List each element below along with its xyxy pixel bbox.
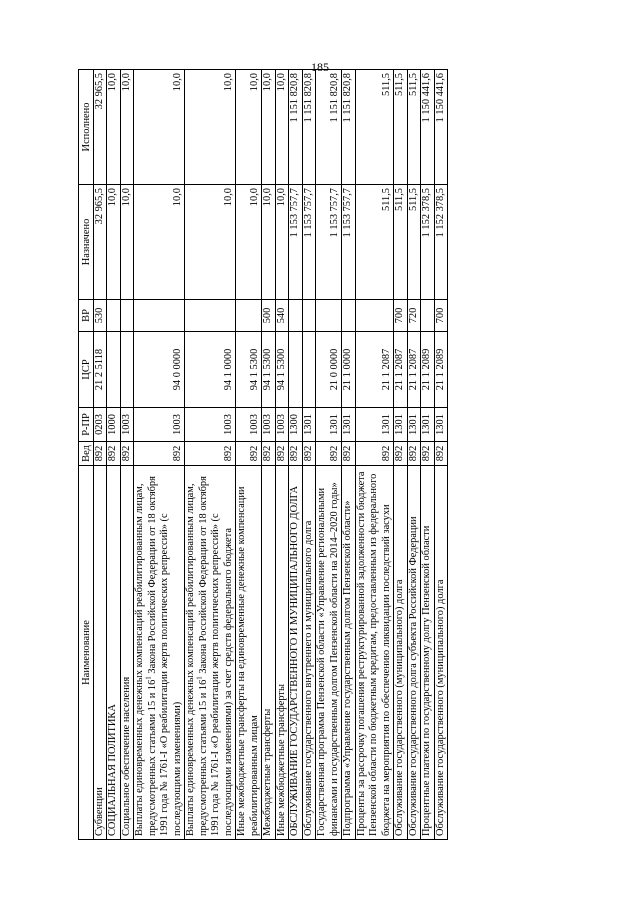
table-row xyxy=(316,70,342,840)
cell-vr xyxy=(355,300,393,332)
table-row xyxy=(134,70,185,840)
cell-rpr: 1300 xyxy=(289,408,302,442)
cell-name: Межбюджетные трансферты xyxy=(262,466,275,840)
cell-ved: 892 xyxy=(342,442,355,466)
cell-name: Выплаты единовременных денежных компенсаций реабилитированным лицам, предусмотренных статьями 15 и $16^1$ Закона Российской Федерации от 18 октября 1991 года № 1761-I «О реабилитации жертв политических репрессий» (с последующими изменениями) xyxy=(134,466,185,840)
cell-csr: 94 1 5300 xyxy=(236,332,262,408)
cell-name: Субвенции xyxy=(94,466,107,840)
header-csr: ЦСР xyxy=(79,332,94,408)
cell-name: Обслуживание государственного долга субъекта Российской Федерации xyxy=(407,466,420,840)
header-vr: ВР xyxy=(79,300,94,332)
cell-done: 511,5 xyxy=(407,70,420,185)
cell-csr: 94 1 5300 xyxy=(275,332,288,408)
cell-vr: 530 xyxy=(94,300,107,332)
cell-vr xyxy=(185,300,236,332)
cell-csr: 94 1 0000 xyxy=(185,332,236,408)
table-row xyxy=(94,70,107,840)
cell-ved: 892 xyxy=(407,442,420,466)
cell-ved: 892 xyxy=(421,442,434,466)
cell-ved: 892 xyxy=(275,442,288,466)
cell-rpr: 1301 xyxy=(407,408,420,442)
cell-done: 1 150 441,6 xyxy=(434,70,447,185)
cell-rpr: 0203 xyxy=(94,408,107,442)
cell-ved: 892 xyxy=(94,442,107,466)
cell-name: Социальное обеспечение населения xyxy=(120,466,133,840)
cell-plan: 511,5 xyxy=(394,185,407,300)
cell-csr xyxy=(107,332,120,408)
cell-rpr: 1003 xyxy=(185,408,236,442)
cell-plan: 10,0 xyxy=(107,185,120,300)
cell-csr xyxy=(289,332,302,408)
cell-done: 10,0 xyxy=(275,70,288,185)
cell-vr: 700 xyxy=(394,300,407,332)
cell-name: Подпрограмма «Управление государственным долгом Пензенской области» xyxy=(342,466,355,840)
cell-vr xyxy=(316,300,342,332)
cell-csr: 21 1 2089 xyxy=(434,332,447,408)
cell-ved: 892 xyxy=(185,442,236,466)
table-row xyxy=(107,70,120,840)
cell-plan: 32 965,5 xyxy=(94,185,107,300)
cell-name: ОБСЛУЖИВАНИЕ ГОСУДАРСТВЕННОГО И МУНИЦИПАЛЬНОГО ДОЛГА xyxy=(289,466,302,840)
cell-done: 10,0 xyxy=(107,70,120,185)
cell-plan: 10,0 xyxy=(120,185,133,300)
cell-rpr: 1003 xyxy=(236,408,262,442)
cell-vr xyxy=(107,300,120,332)
header-ved: Вед xyxy=(79,442,94,466)
cell-done: 1 151 820,8 xyxy=(316,70,342,185)
cell-ved: 892 xyxy=(394,442,407,466)
cell-plan: 1 152 378,5 xyxy=(434,185,447,300)
cell-vr xyxy=(134,300,185,332)
cell-plan: 10,0 xyxy=(275,185,288,300)
cell-csr: 94 1 5300 xyxy=(262,332,275,408)
cell-vr xyxy=(421,300,434,332)
cell-ved: 892 xyxy=(302,442,315,466)
cell-plan: 511,5 xyxy=(407,185,420,300)
table-row xyxy=(407,70,420,840)
cell-done: 511,5 xyxy=(355,70,393,185)
cell-ved: 892 xyxy=(120,442,133,466)
cell-ved: 892 xyxy=(434,442,447,466)
cell-vr: 500 xyxy=(262,300,275,332)
table-row xyxy=(275,70,288,840)
cell-ved: 892 xyxy=(262,442,275,466)
cell-rpr: 1301 xyxy=(434,408,447,442)
cell-vr xyxy=(302,300,315,332)
cell-name: Обслуживание государственного внутреннего и муниципального долга xyxy=(302,466,315,840)
table-row xyxy=(120,70,133,840)
table-row xyxy=(262,70,275,840)
cell-name: Обслуживание государственного (муниципального) долга xyxy=(394,466,407,840)
cell-csr: 21 1 2087 xyxy=(407,332,420,408)
cell-name: Обслуживание государственного (муниципального) долга xyxy=(434,466,447,840)
cell-csr: 21 1 2087 xyxy=(394,332,407,408)
cell-done: 1 151 820,8 xyxy=(302,70,315,185)
cell-ved: 892 xyxy=(355,442,393,466)
cell-csr: 21 2 5118 xyxy=(94,332,107,408)
cell-vr: 720 xyxy=(407,300,420,332)
cell-name: Выплаты единовременных денежных компенсаций реабилитированным лицам, предусмотренных статьями 15 и $16^1$ Закона Российской Федерации от 18 октября 1991 года № 1761-I «О реабилитации жертв политических репрессий» (с последующими изменениями) за счет средств федерального бюджета xyxy=(185,466,236,840)
cell-csr: 21 1 2089 xyxy=(421,332,434,408)
cell-plan: 1 153 757,7 xyxy=(302,185,315,300)
cell-vr xyxy=(342,300,355,332)
cell-rpr: 1301 xyxy=(342,408,355,442)
cell-plan: 10,0 xyxy=(262,185,275,300)
cell-rpr: 1301 xyxy=(394,408,407,442)
cell-rpr: 1003 xyxy=(134,408,185,442)
table-row xyxy=(355,70,393,840)
header-rpr: Р-ПР xyxy=(79,408,94,442)
cell-vr: 700 xyxy=(434,300,447,332)
cell-done: 1 150 441,6 xyxy=(421,70,434,185)
cell-rpr: 1301 xyxy=(302,408,315,442)
cell-rpr: 1003 xyxy=(120,408,133,442)
cell-done: 32 965,5 xyxy=(94,70,107,185)
cell-done: 10,0 xyxy=(134,70,185,185)
table-row xyxy=(289,70,302,840)
table-row xyxy=(421,70,434,840)
cell-ved: 892 xyxy=(107,442,120,466)
cell-name: Государственная программа Пензенской области «Управление региональными финансами и государственным долгом Пензенской области на 2014–2020 годы» xyxy=(316,466,342,840)
cell-plan: 511,5 xyxy=(355,185,393,300)
header-name: Наименование xyxy=(79,466,94,840)
cell-done: 1 151 820,8 xyxy=(289,70,302,185)
cell-plan: 10,0 xyxy=(134,185,185,300)
cell-csr: 21 1 0000 xyxy=(342,332,355,408)
table-row xyxy=(302,70,315,840)
table-row xyxy=(434,70,447,840)
table-row xyxy=(394,70,407,840)
cell-done: 10,0 xyxy=(262,70,275,185)
cell-name: Иные межбюджетные трансферты на единовременные денежные компенсации реабилитированным лицам xyxy=(236,466,262,840)
cell-rpr: 1000 xyxy=(107,408,120,442)
header-plan: Назначено xyxy=(79,185,94,300)
cell-vr: 540 xyxy=(275,300,288,332)
cell-csr: 94 0 0000 xyxy=(134,332,185,408)
cell-name: Иные межбюджетные трансферты xyxy=(275,466,288,840)
cell-ved: 892 xyxy=(316,442,342,466)
header-done: Исполнено xyxy=(79,70,94,185)
cell-rpr: 1301 xyxy=(316,408,342,442)
cell-csr: 21 1 2087 xyxy=(355,332,393,408)
table-header-row xyxy=(79,70,94,840)
cell-rpr: 1301 xyxy=(421,408,434,442)
table-row xyxy=(185,70,236,840)
cell-done: 511,5 xyxy=(394,70,407,185)
cell-name: Проценты за рассрочку погашения реструктурированной задолженности бюджета Пензенской области по бюджетным кредитам, предоставленным из федерального бюджета на мероприятия по обеспечению ликвидации последствий засухи xyxy=(355,466,393,840)
cell-vr xyxy=(289,300,302,332)
cell-done: 1 151 820,8 xyxy=(342,70,355,185)
table-row xyxy=(342,70,355,840)
cell-name: Процентные платежи по государственному долгу Пензенской области xyxy=(421,466,434,840)
cell-csr: 21 0 0000 xyxy=(316,332,342,408)
cell-ved: 892 xyxy=(289,442,302,466)
cell-plan: 1 153 757,7 xyxy=(316,185,342,300)
cell-plan: 1 152 378,5 xyxy=(421,185,434,300)
cell-done: 10,0 xyxy=(236,70,262,185)
cell-plan: 1 153 757,7 xyxy=(342,185,355,300)
cell-plan: 10,0 xyxy=(185,185,236,300)
cell-vr xyxy=(236,300,262,332)
rotated-table-container xyxy=(78,70,558,840)
cell-ved: 892 xyxy=(236,442,262,466)
cell-rpr: 1003 xyxy=(262,408,275,442)
cell-name: СОЦИАЛЬНАЯ ПОЛИТИКА xyxy=(107,466,120,840)
page-number: 185 xyxy=(311,60,329,74)
cell-csr xyxy=(302,332,315,408)
cell-rpr: 1301 xyxy=(355,408,393,442)
budget-table xyxy=(78,69,448,840)
cell-csr xyxy=(120,332,133,408)
cell-plan: 1 153 757,7 xyxy=(289,185,302,300)
table-row xyxy=(236,70,262,840)
cell-done: 10,0 xyxy=(185,70,236,185)
cell-ved: 892 xyxy=(134,442,185,466)
cell-plan: 10,0 xyxy=(236,185,262,300)
cell-done: 10,0 xyxy=(120,70,133,185)
cell-vr xyxy=(120,300,133,332)
cell-rpr: 1003 xyxy=(275,408,288,442)
